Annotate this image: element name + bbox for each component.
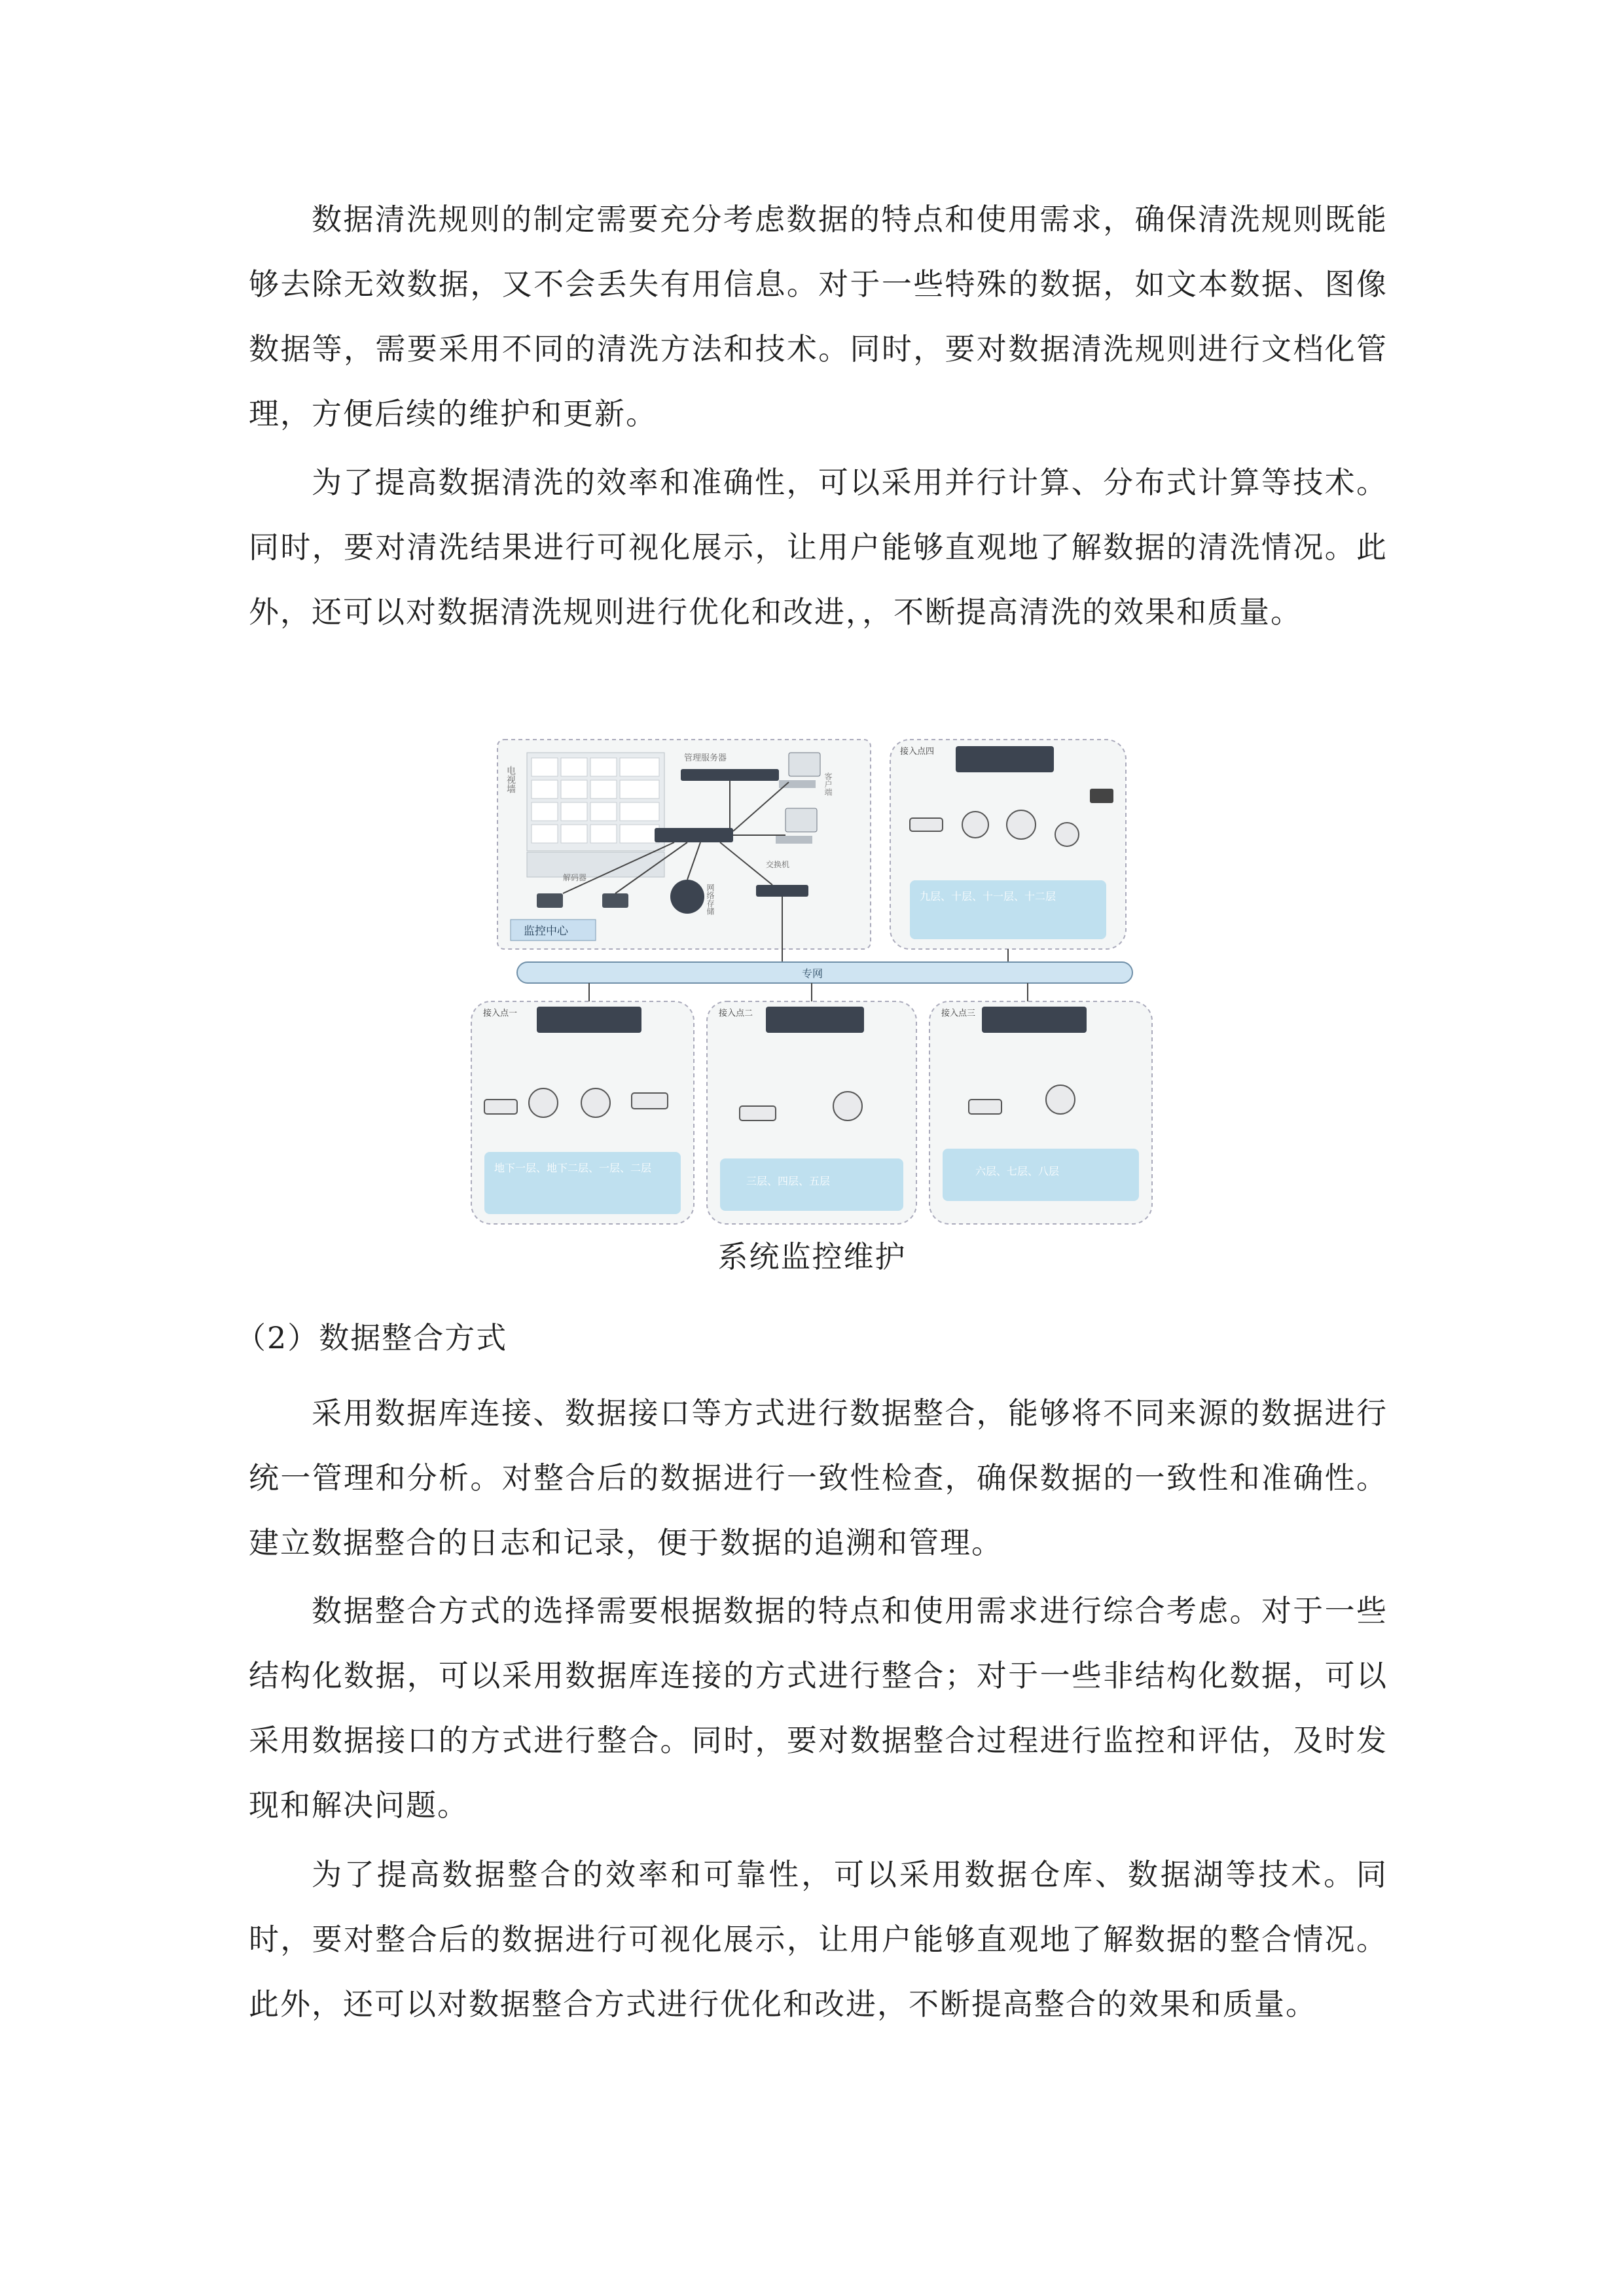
video-wall-icon	[527, 753, 664, 877]
section-heading: （2）数据整合方式	[236, 1320, 508, 1355]
node-four-floors: 九层、十层、十一层、十二层	[920, 890, 1056, 903]
storage-label: 网络存储	[706, 884, 715, 915]
client-label: 客户端	[823, 772, 833, 796]
monitor-center-label: 监控中心	[524, 925, 568, 938]
paragraph-cleaning-efficiency: 为了提高数据清洗的效率和准确性，可以采用并行计算、分布式计算等技术。同时，要对清洗结果进行可视化展示，让用户能够直观地了解数据的清洗情况。此外，还可以对数据清洗规则进行优化和改进，，不断提高清洗的效果和质量。	[249, 465, 1388, 630]
node-one-title: 接入点一	[483, 1009, 518, 1018]
node-three-title: 接入点三	[941, 1009, 976, 1018]
node-two-switch-icon	[766, 1007, 864, 1033]
paragraph-integration-efficiency: 为了提高数据整合的效率和可靠性，可以采用数据仓库、数据湖等技术。同时，要对整合后的数据进行可视化展示，让用户能够直观地了解数据的整合情况。此外，还可以对数据整合方式进行优化和改进，不断提高整合的效果和质量。	[249, 1857, 1388, 2022]
private-net-label: 专网	[802, 967, 823, 980]
node-one-switch-icon	[537, 1007, 641, 1033]
storage-icon	[670, 880, 704, 914]
core-switch-icon	[655, 828, 733, 842]
decoder-icon-left	[537, 893, 563, 908]
video-wall-label: 电视墙	[505, 766, 516, 793]
node-one-floors: 地下一层、地下二层、一层、二层	[494, 1162, 652, 1174]
decoder-icon-right	[602, 893, 628, 908]
node-four-floors-box	[910, 880, 1106, 939]
node-four-switch-icon	[956, 746, 1054, 772]
node-four-router-icon	[1090, 789, 1113, 803]
switch-icon	[756, 885, 808, 897]
decoder-label: 解码器	[563, 873, 587, 882]
paragraph-integration-methods: 采用数据库连接、数据接口等方式进行数据整合，能够将不同来源的数据进行统一管理和分析。对整合后的数据进行一致性检查，确保数据的一致性和准确性。建立数据整合的日志和记录，便于数据的追溯和管理。	[249, 1395, 1388, 1560]
node-two-floors: 三层、四层、五层	[746, 1175, 831, 1187]
node-three-switch-icon	[982, 1007, 1087, 1033]
node-two-title: 接入点二	[719, 1009, 753, 1018]
figure-caption: 系统监控维护	[717, 1239, 907, 1274]
paragraph-cleaning-rules: 数据清洗规则的制定需要充分考虑数据的特点和使用需求，确保清洗规则既能够去除无效数据，又不会丢失有用信息。对于一些特殊的数据，如文本数据、图像数据等，需要采用不同的清洗方法和技术。同时，要对数据清洗规则进行文档化管理，方便后续的维护和更新。	[249, 202, 1388, 431]
node-three-floors: 六层、七层、八层	[975, 1165, 1060, 1177]
mgmt-server-icon	[681, 769, 779, 781]
private-net-bar	[517, 962, 1132, 983]
node-four-title: 接入点四	[900, 747, 935, 757]
monitoring-system-diagram	[458, 733, 1172, 1230]
mgmt-server-label: 管理服务器	[684, 753, 727, 763]
paragraph-integration-choice: 数据整合方式的选择需要根据数据的特点和使用需求进行综合考虑。对于一些结构化数据，可以采用数据库连接的方式进行整合；对于一些非结构化数据，可以采用数据接口的方式进行整合。同时，要对数据整合过程进行监控和评估，及时发现和解决问题。	[249, 1593, 1388, 1823]
switch-label: 交换机	[766, 860, 790, 869]
